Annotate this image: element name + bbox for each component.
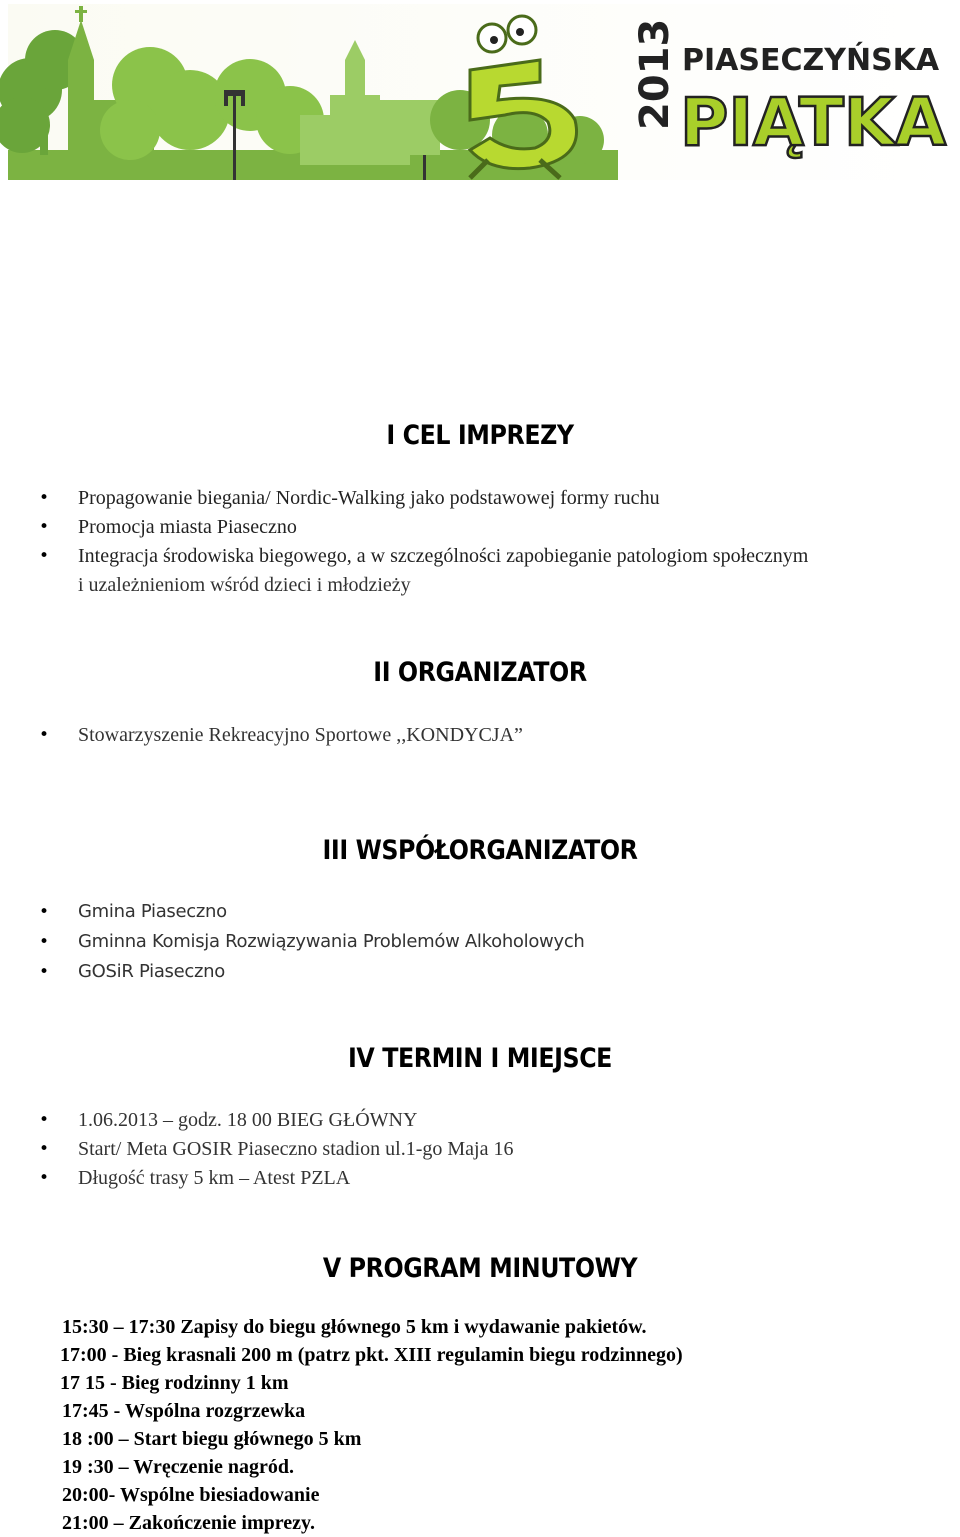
list-item: • Propagowanie biegania/ Nordic-Walking jako podstawowej formy ruchu [0,484,960,513]
logo-title-line2: PIĄTKA [680,84,947,161]
section-heading-organizator: II ORGANIZATOR [373,657,587,688]
wspolorganizator-list [0,897,960,987]
schedule-line: 18 :00 – Start biegu głównego 5 km [62,1428,362,1450]
list-item: • Stowarzyszenie Rekreacyjno Sportowe ,,KONDYCJA” [0,721,960,750]
list-item: • Start/ Meta GOSIR Piaseczno stadion ul.1-go Maja 16 [0,1135,960,1164]
schedule-line: 17:45 - Wspólna rozgrzewka [62,1400,306,1422]
schedule-line: 21:00 – Zakończenie imprezy. [62,1512,315,1534]
event-banner [0,0,960,185]
list-item: • Integracja środowiska biegowego, a w szczególności zapobieganie patologiom społecznym [0,542,960,571]
logo-year: 2013 [632,18,678,130]
schedule-line: 17:00 - Bieg krasnali 200 m (patrz pkt. XIII regulamin biegu rodzinnego) [60,1344,683,1366]
list-item: • Gmina Piaseczno [0,897,960,927]
list-item-continuation: i uzależnieniom wśród dzieci i młodzieży [78,574,411,596]
banner-illustration [0,0,960,185]
schedule-line: 19 :30 – Wręczenie nagród. [62,1456,295,1478]
section-heading-termin: IV TERMIN I MIEJSCE [348,1043,612,1074]
schedule-line: 20:00- Wspólne biesiadowanie [62,1484,320,1506]
program-schedule [0,1313,960,1537]
logo-title-line1: PIASECZYŃSKA [682,43,940,78]
schedule-line: 17 15 - Bieg rodzinny 1 km [60,1372,289,1394]
schedule-line: 15:30 – 17:30 Zapisy do biegu głównego 5 km i wydawanie pakietów. [62,1316,647,1338]
termin-list [0,1106,960,1193]
cel-list [0,484,960,571]
list-item: • Gminna Komisja Rozwiązywania Problemów Alkoholowych [0,927,960,957]
organizator-list [0,721,960,750]
list-item: • Promocja miasta Piaseczno [0,513,960,542]
section-heading-cel: I CEL IMPREZY [386,420,574,451]
section-heading-wspolorganizator: III WSPÓŁORGANIZATOR [322,835,638,866]
list-item: • GOSiR Piaseczno [0,957,960,987]
list-item: • 1.06.2013 – godz. 18 00 BIEG GŁÓWNY [0,1106,960,1135]
list-item: • Długość trasy 5 km – Atest PZLA [0,1164,960,1193]
section-heading-program: V PROGRAM MINUTOWY [322,1253,638,1284]
